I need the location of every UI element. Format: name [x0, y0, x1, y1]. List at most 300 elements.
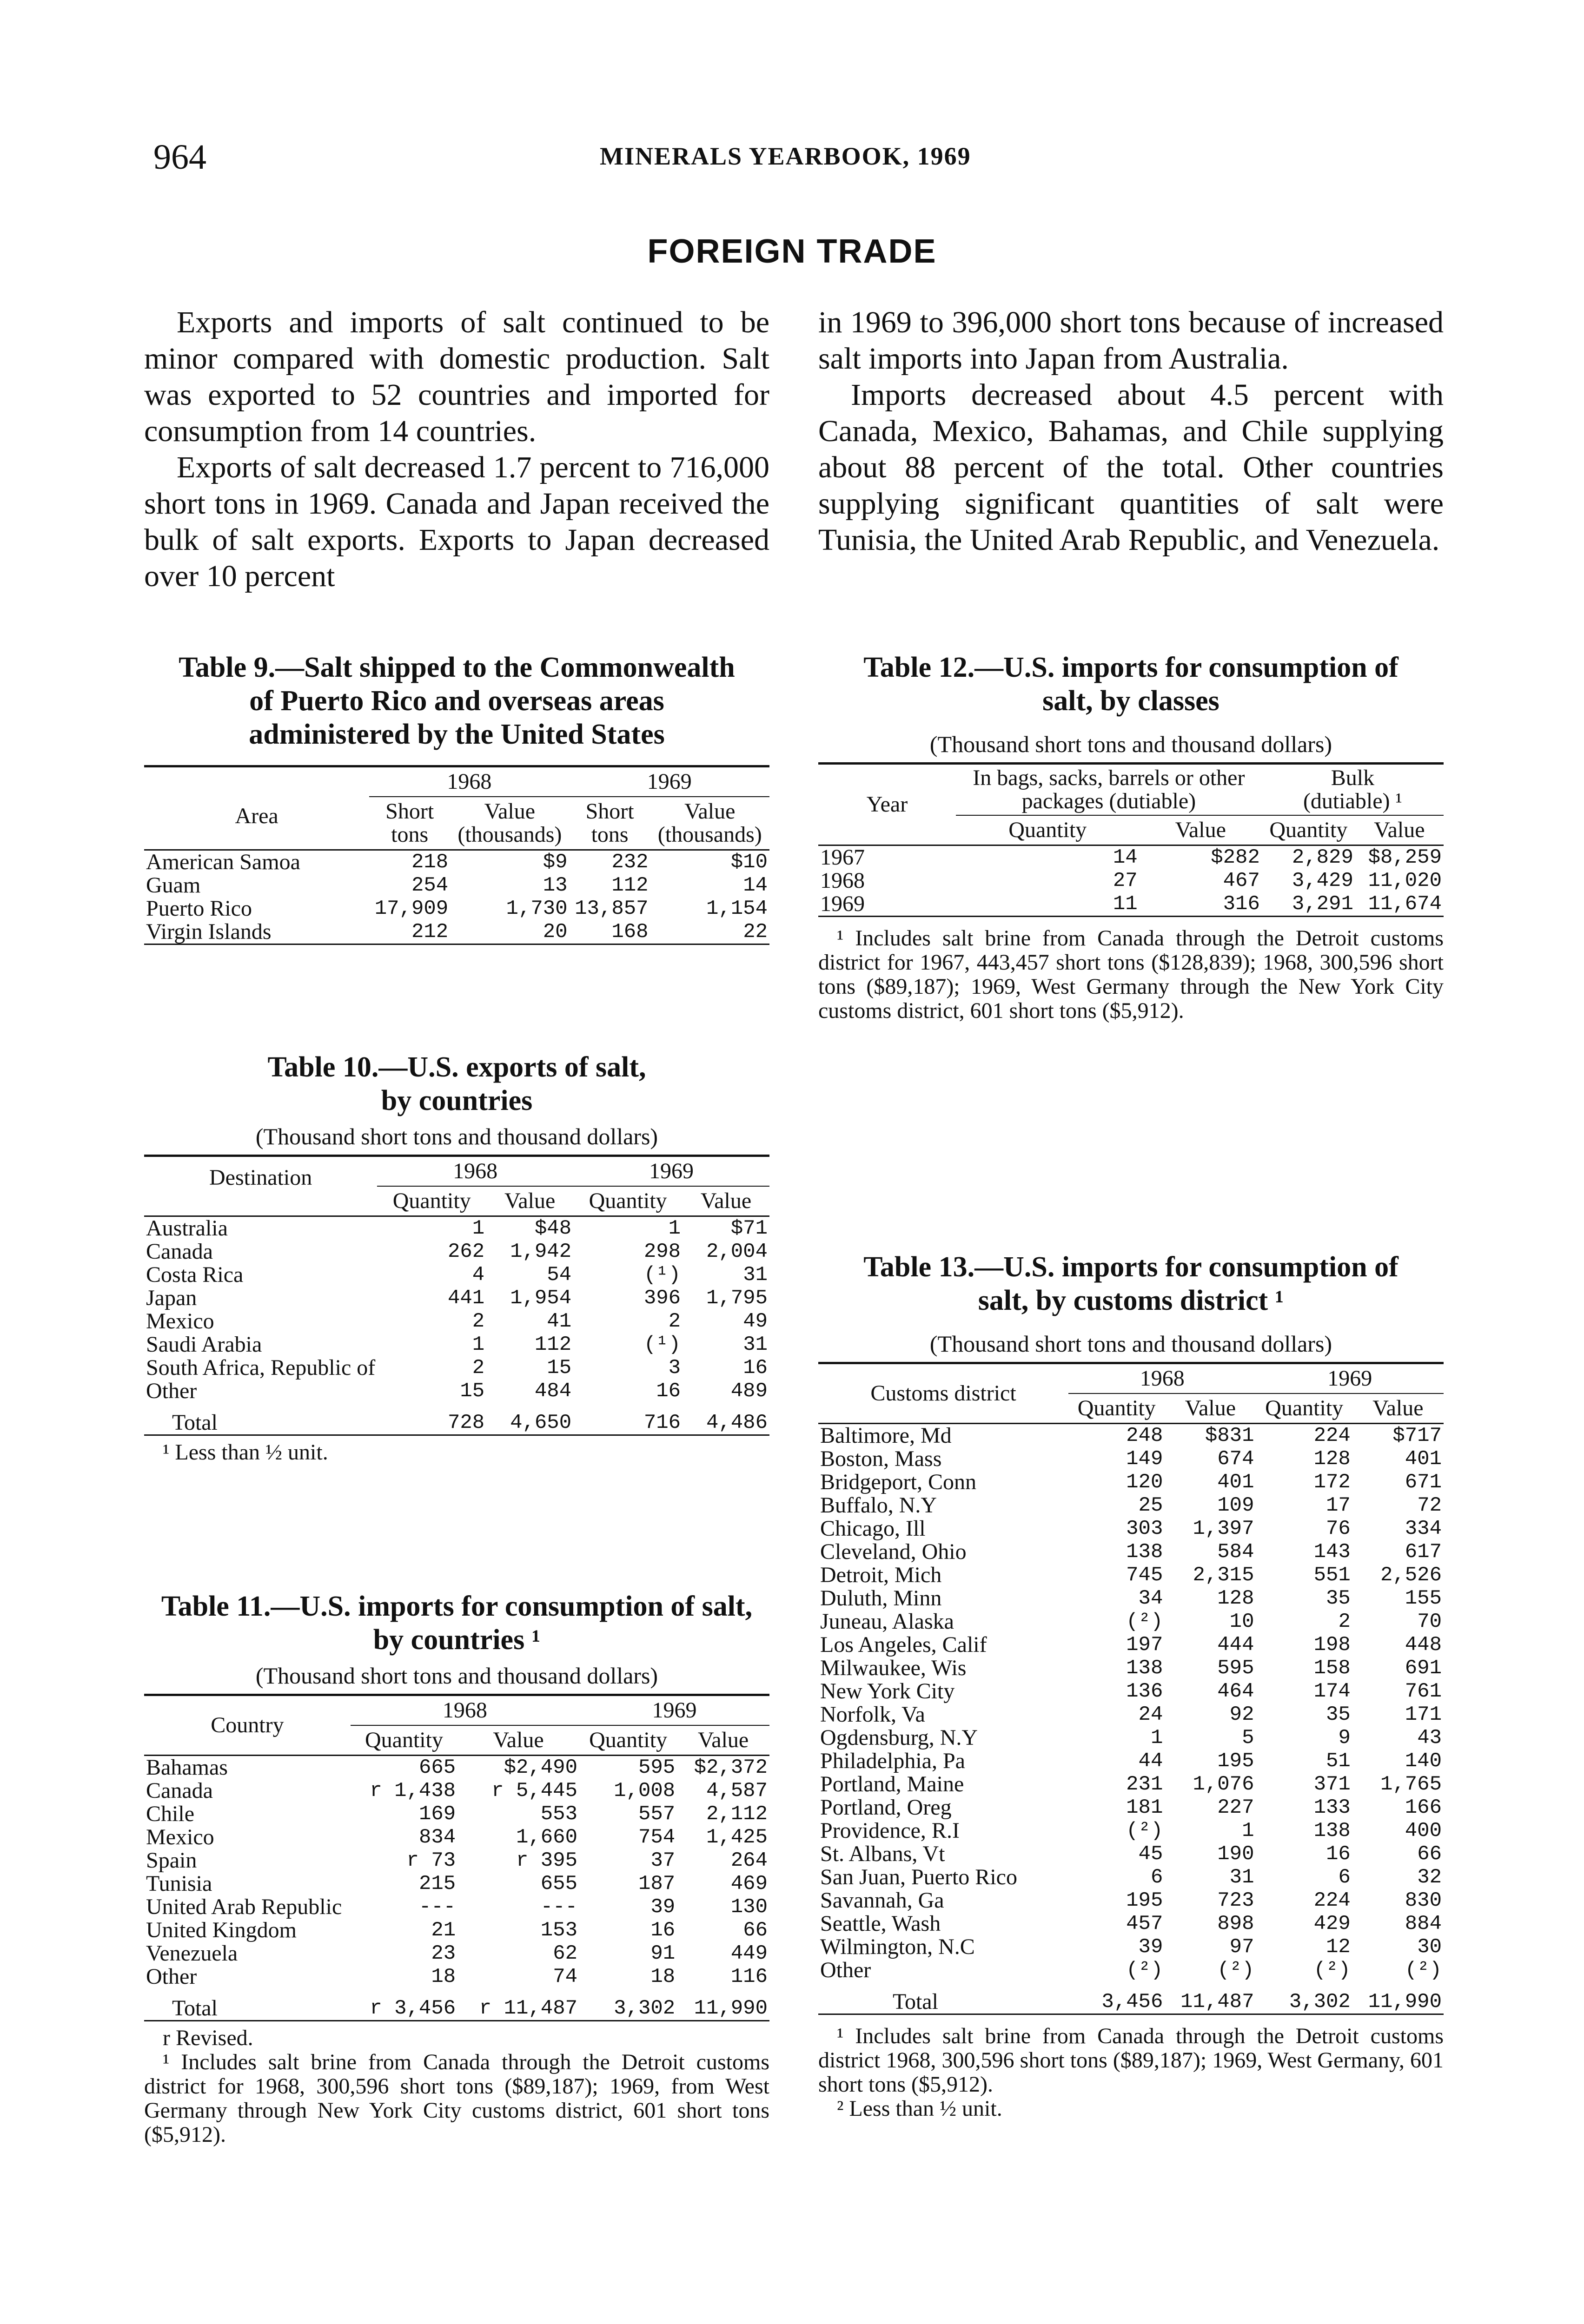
- table-row: [144, 1895, 769, 1919]
- table-row: [144, 897, 769, 920]
- cell-name: Canada: [146, 1239, 213, 1264]
- cell-q69: 2: [668, 1310, 681, 1333]
- col-country: Country: [211, 1713, 284, 1737]
- cell-name: New York City: [820, 1679, 955, 1703]
- cell-name: Bridgeport, Conn: [820, 1470, 976, 1494]
- cell-v69: 16: [743, 1356, 768, 1380]
- cell-q69: 35: [1326, 1703, 1351, 1726]
- cell-q68: 136: [1126, 1680, 1163, 1703]
- col-bags: In bags, sacks, barrels or other packages (dutiable): [956, 764, 1262, 816]
- cell-q68: (²): [1126, 1610, 1163, 1633]
- cell-q69: 16: [650, 1919, 676, 1942]
- cell-q68: 44: [1138, 1750, 1163, 1773]
- table-row: [818, 845, 1444, 870]
- cell-v69: 1,425: [706, 1826, 768, 1849]
- table-row: [818, 1819, 1444, 1842]
- cell-v68: 62: [553, 1942, 577, 1965]
- cell-v68: 15: [547, 1356, 572, 1380]
- cell-v69: 4,587: [706, 1779, 768, 1802]
- table-row-total: Total 728 4,650 716 4,486: [172, 1410, 768, 1435]
- cell-q68: 303: [1126, 1517, 1163, 1540]
- cell-name: Portland, Oreg: [820, 1795, 952, 1820]
- cell-name: Detroit, Mich: [820, 1563, 942, 1587]
- cell-v68: 464: [1217, 1680, 1254, 1703]
- cell-v68: 20: [543, 920, 568, 944]
- cell-q69: 39: [650, 1895, 676, 1919]
- cell-name: Baltimore, Md: [820, 1423, 952, 1448]
- cell-q68: 169: [418, 1802, 456, 1826]
- table-9-grid: [144, 765, 769, 944]
- cell-q68: r 73: [406, 1849, 456, 1872]
- cell-name: Buffalo, N.Y: [820, 1493, 937, 1518]
- cell-v69: 469: [730, 1872, 768, 1895]
- cell-v68: r 5,445: [491, 1779, 577, 1802]
- table-row: [144, 850, 769, 874]
- cell-v68: 401: [1217, 1471, 1254, 1494]
- paragraph-4: Imports decreased about 4.5 percent with Canada, Mexico, Bahamas, and Chile supplying about 88 percent of the total. Other countries supplying significant quantities of salt were Tunisia, the United Arab Republic, and Venezuela.: [818, 378, 1444, 557]
- cell-q69: 595: [638, 1756, 676, 1779]
- cell-q69: 51: [1326, 1750, 1351, 1773]
- cell-name: Ogdensburg, N.Y: [820, 1725, 978, 1750]
- cell-name: Mexico: [146, 1309, 214, 1334]
- table-row: [144, 1965, 769, 1988]
- cell-q69: 12: [1326, 1935, 1351, 1959]
- cell-name: Juneau, Alaska: [820, 1609, 954, 1634]
- right-intro: [818, 304, 1444, 558]
- table-row: [144, 874, 769, 897]
- cell-q68: 149: [1126, 1447, 1163, 1471]
- cell-q69: 76: [1326, 1517, 1351, 1540]
- cell-s68: 254: [411, 874, 449, 897]
- cell-name: San Juan, Puerto Rico: [820, 1865, 1017, 1889]
- cell-v68: 595: [1217, 1657, 1254, 1680]
- left-intro: [144, 304, 769, 594]
- cell-v68: 584: [1217, 1540, 1254, 1564]
- cell-v69: 166: [1405, 1796, 1442, 1819]
- cell-q69: (²): [1313, 1959, 1351, 1982]
- cell-name: Los Angeles, Calif: [820, 1632, 987, 1657]
- cell-name: Other: [820, 1958, 871, 1982]
- cell-v69: 448: [1405, 1633, 1442, 1657]
- cell-q68: 138: [1126, 1657, 1163, 1680]
- col-value: Value: [1175, 818, 1226, 842]
- table-13-subtitle: (Thousand short tons and thousand dollars): [929, 1331, 1332, 1357]
- table-row: [144, 1287, 769, 1310]
- cell-q69: 1,008: [614, 1779, 676, 1802]
- cell-kq: 3,291: [1292, 892, 1353, 916]
- cell-v69: 116: [730, 1965, 768, 1988]
- cell-v68: 723: [1217, 1889, 1254, 1912]
- table-row: [818, 1703, 1444, 1726]
- cell-name: Saudi Arabia: [146, 1332, 262, 1357]
- cell-name: Spain: [146, 1848, 197, 1873]
- cell-name: Venezuela: [146, 1941, 238, 1966]
- cell-kq: 2,829: [1292, 846, 1353, 869]
- table-row: [818, 1540, 1444, 1564]
- table-row: [818, 1726, 1444, 1750]
- cell-year: 1969: [820, 891, 865, 916]
- table-row: [818, 1564, 1444, 1587]
- col-1969: 1969: [579, 1695, 769, 1726]
- cell-q68: 18: [431, 1965, 456, 1988]
- cell-q69: 37: [650, 1849, 676, 1872]
- cell-q69: 6: [1338, 1866, 1351, 1889]
- cell-name: Wilmington, N.C: [820, 1934, 975, 1959]
- running-title: MINERALS YEARBOOK, 1969: [600, 142, 971, 170]
- section-title: FOREIGN TRADE: [647, 233, 937, 270]
- col-value: Value (thousands): [457, 799, 562, 847]
- cell-q69: 396: [643, 1287, 681, 1310]
- cell-name: Boston, Mass: [820, 1446, 942, 1471]
- cell-q69: 198: [1313, 1633, 1351, 1657]
- cell-q68: 1: [1150, 1726, 1163, 1750]
- cell-name: South Africa, Republic of: [146, 1355, 376, 1380]
- table-11-caption: Table 11.—U.S. imports for consumption of salt, by countries ¹: [161, 1591, 753, 1656]
- table-12-body: [818, 845, 1444, 916]
- col-value: Value: [1372, 1396, 1424, 1420]
- table-row: [818, 869, 1444, 892]
- cell-v68: 484: [534, 1380, 572, 1403]
- table-row: [818, 1657, 1444, 1680]
- cell-q69: 1: [668, 1217, 681, 1240]
- cell-v69: 66: [1417, 1842, 1442, 1866]
- cell-q68: ---: [418, 1895, 456, 1919]
- cell-v69: 32: [1417, 1866, 1442, 1889]
- col-short-tons: Short tons: [385, 799, 434, 847]
- cell-q68: (²): [1126, 1819, 1163, 1842]
- cell-q68: 4: [472, 1263, 485, 1287]
- cell-kv: 11,020: [1368, 869, 1442, 892]
- cell-q68: 34: [1138, 1587, 1163, 1610]
- cell-v68: (²): [1217, 1959, 1254, 1982]
- table-12-footnote: ¹ Includes salt brine from Canada through the Detroit customs district for 1967, 443,457 short tons ($128,839); 1968, 300,596 short tons ($89,187); 1969, West Germany through the New York City customs district, 601 short tons ($5,912).: [818, 926, 1444, 1023]
- table-row-total: Total 3,456 11,487 3,302 11,990: [893, 1989, 1442, 2014]
- cell-v69: 489: [730, 1380, 768, 1403]
- cell-name: Norfolk, Va: [820, 1702, 925, 1727]
- col-1969: 1969: [1256, 1363, 1444, 1394]
- cell-bv: 316: [1223, 892, 1260, 916]
- table-11: [144, 1590, 769, 2147]
- cell-v69: 617: [1405, 1540, 1442, 1564]
- col-quantity: Quantity: [365, 1728, 443, 1752]
- table-13-body: [818, 1424, 1444, 1982]
- cell-v69: $10: [730, 851, 768, 874]
- cell-kq: 3,429: [1292, 869, 1353, 892]
- cell-name: Tunisia: [146, 1871, 212, 1896]
- cell-v68: 1: [1242, 1819, 1254, 1842]
- cell-q69: 187: [638, 1872, 676, 1895]
- cell-q68: 1: [472, 1217, 485, 1240]
- cell-v69: 1,765: [1380, 1773, 1442, 1796]
- cell-q68: 21: [431, 1919, 456, 1942]
- table-row: [144, 1779, 769, 1802]
- table-row: [144, 1849, 769, 1872]
- col-value: Value: [697, 1728, 749, 1752]
- table-12-grid: [818, 762, 1444, 916]
- cell-kv: $8,259: [1368, 846, 1442, 869]
- cell-name: Duluth, Minn: [820, 1586, 942, 1611]
- cell-name: Cleveland, Ohio: [820, 1539, 967, 1564]
- table-row: [818, 892, 1444, 916]
- table-row: [818, 1633, 1444, 1657]
- cell-name: Other: [146, 1379, 197, 1403]
- col-value: Value: [1374, 818, 1425, 842]
- cell-v68: r 395: [516, 1849, 577, 1872]
- cell-v69: 31: [743, 1263, 768, 1287]
- cell-v69: 14: [743, 874, 768, 897]
- cell-q68: 745: [1126, 1564, 1163, 1587]
- cell-s69: 112: [611, 874, 649, 897]
- cell-name: Chile: [146, 1802, 194, 1826]
- cell-name: Other: [146, 1964, 197, 1989]
- cell-q69: (¹): [643, 1263, 681, 1287]
- cell-v69: 2,112: [706, 1802, 768, 1826]
- cell-s68: 212: [411, 920, 449, 944]
- cell-q69: 371: [1313, 1773, 1351, 1796]
- cell-q69: 754: [638, 1826, 676, 1849]
- cell-s68: 218: [411, 851, 449, 874]
- cell-q68: 120: [1126, 1471, 1163, 1494]
- table-12-caption: Table 12.—U.S. imports for consumption of salt, by classes: [863, 652, 1398, 717]
- cell-v69: 155: [1405, 1587, 1442, 1610]
- cell-s69: 13,857: [575, 897, 649, 920]
- page-number: 964: [153, 138, 206, 177]
- col-value: Value (thousands): [657, 799, 762, 847]
- cell-q68: 24: [1138, 1703, 1163, 1726]
- cell-v69: 1,154: [706, 897, 768, 920]
- cell-q68: 215: [418, 1872, 456, 1895]
- table-row: [144, 1263, 769, 1287]
- table-row: [818, 1750, 1444, 1773]
- table-9-body: [144, 850, 769, 944]
- table-row: [144, 1356, 769, 1380]
- table-row: [818, 1959, 1444, 1982]
- cell-v68: 153: [540, 1919, 577, 1942]
- table-row: [818, 1471, 1444, 1494]
- cell-bq: 11: [1113, 892, 1138, 916]
- cell-v69: 761: [1405, 1680, 1442, 1703]
- col-quantity: Quantity: [1265, 1396, 1344, 1420]
- cell-name: Japan: [146, 1286, 197, 1310]
- cell-v69: $71: [730, 1217, 768, 1240]
- cell-v68: 1,954: [510, 1287, 572, 1310]
- cell-v68: 54: [547, 1263, 572, 1287]
- cell-name: Portland, Maine: [820, 1772, 964, 1796]
- col-quantity: Quantity: [392, 1188, 471, 1213]
- table-10: [144, 1050, 769, 1465]
- table-row: [818, 1889, 1444, 1912]
- cell-v68: 1,076: [1193, 1773, 1254, 1796]
- cell-v68: 898: [1217, 1912, 1254, 1935]
- cell-area: American Samoa: [146, 850, 300, 874]
- cell-v68: 41: [547, 1310, 572, 1333]
- cell-q68: 138: [1126, 1540, 1163, 1564]
- table-row: [144, 920, 769, 944]
- col-value: Value: [493, 1728, 544, 1752]
- cell-q68: r 1,438: [370, 1779, 456, 1802]
- cell-bq: 27: [1113, 869, 1138, 892]
- cell-q68: 25: [1138, 1494, 1163, 1517]
- cell-q69: 35: [1326, 1587, 1351, 1610]
- cell-v69: 264: [730, 1849, 768, 1872]
- cell-q69: 2: [1338, 1610, 1351, 1633]
- table-13-caption: Table 13.—U.S. imports for consumption of salt, by customs district ¹: [863, 1251, 1398, 1316]
- cell-v69: 830: [1405, 1889, 1442, 1912]
- col-short-tons: Short tons: [585, 799, 634, 847]
- cell-q69: 133: [1313, 1796, 1351, 1819]
- table-13-footnote-1: ¹ Includes salt brine from Canada through the Detroit customs district 1968, 300,596 short tons ($89,187); 1969, West Germany, 601 short tons ($5,912).: [818, 2024, 1444, 2097]
- col-value: Value: [1185, 1396, 1236, 1420]
- cell-v69: 2,526: [1380, 1564, 1442, 1587]
- cell-name: Seattle, Wash: [820, 1911, 941, 1936]
- cell-q69: 91: [650, 1942, 676, 1965]
- table-11-grid: [144, 1694, 769, 2020]
- cell-name: Australia: [146, 1216, 228, 1241]
- cell-q69: 16: [656, 1380, 681, 1403]
- table-10-caption: Table 10.—U.S. exports of salt, by countries: [267, 1051, 646, 1116]
- cell-q68: 2: [472, 1356, 485, 1380]
- cell-bv: 467: [1223, 869, 1260, 892]
- table-10-grid: [144, 1155, 769, 1434]
- table-row: [818, 1842, 1444, 1866]
- cell-q69: (¹): [643, 1333, 681, 1356]
- cell-v68: 128: [1217, 1587, 1254, 1610]
- cell-v68: 1,942: [510, 1240, 572, 1263]
- cell-name: Chicago, Ill: [820, 1516, 926, 1541]
- cell-name: Providence, R.I: [820, 1818, 960, 1843]
- col-value: Value: [700, 1188, 752, 1213]
- cell-s69: 232: [611, 851, 649, 874]
- cell-name: Mexico: [146, 1825, 214, 1849]
- cell-s68: 17,909: [374, 897, 449, 920]
- cell-v69: 66: [743, 1919, 768, 1942]
- cell-v68: $9: [543, 851, 568, 874]
- cell-q69: 557: [638, 1802, 676, 1826]
- cell-v69: 334: [1405, 1517, 1442, 1540]
- cell-year: 1967: [820, 845, 865, 870]
- table-row-total: Total r 3,456 r 11,487 3,302 11,990: [172, 1996, 768, 2020]
- cell-name: Milwaukee, Wis: [820, 1656, 967, 1680]
- table-9-caption: Table 9.—Salt shipped to the Commonwealth of Puerto Rico and overseas areas administered by the United States: [179, 652, 735, 750]
- cell-q69: 138: [1313, 1819, 1351, 1842]
- cell-q69: 429: [1313, 1912, 1351, 1935]
- table-row: [818, 1610, 1444, 1633]
- cell-q68: 2: [472, 1310, 485, 1333]
- cell-v69: 30: [1417, 1935, 1442, 1959]
- cell-v68: 13: [543, 874, 568, 897]
- paragraph-1: Exports and imports of salt continued to be minor compared with domestic production. Salt was exported to 52 countries and imported for consumption from 14 countries.: [144, 305, 769, 448]
- cell-v68: 97: [1229, 1935, 1254, 1959]
- col-destination: Destination: [209, 1165, 312, 1190]
- col-1969: 1969: [573, 1156, 769, 1187]
- cell-name: St. Albans, Vt: [820, 1842, 945, 1866]
- paragraph-3: in 1969 to 396,000 short tons because of increased salt imports into Japan from Australia.: [818, 305, 1444, 376]
- cell-q68: 665: [418, 1756, 456, 1779]
- cell-q68: 834: [418, 1826, 456, 1849]
- cell-bq: 14: [1113, 846, 1138, 869]
- table-row: [818, 1912, 1444, 1935]
- cell-q68: 39: [1138, 1935, 1163, 1959]
- col-1969: 1969: [570, 766, 769, 797]
- table-row: [818, 1866, 1444, 1889]
- cell-name: Savannah, Ga: [820, 1888, 944, 1913]
- cell-v68: 1,730: [506, 897, 568, 920]
- table-row: [144, 1826, 769, 1849]
- cell-q68: 457: [1126, 1912, 1163, 1935]
- table-row: [818, 1796, 1444, 1819]
- cell-v69: 171: [1405, 1703, 1442, 1726]
- cell-q68: 231: [1126, 1773, 1163, 1796]
- cell-v68: 444: [1217, 1633, 1254, 1657]
- cell-v69: 43: [1417, 1726, 1442, 1750]
- cell-v68: 5: [1242, 1726, 1254, 1750]
- cell-name: United Arab Republic: [146, 1895, 342, 1919]
- cell-q68: 181: [1126, 1796, 1163, 1819]
- table-row: [818, 1517, 1444, 1540]
- cell-q68: 197: [1126, 1633, 1163, 1657]
- cell-name: Bahamas: [146, 1755, 228, 1780]
- cell-q68: 195: [1126, 1889, 1163, 1912]
- table-row: [818, 1935, 1444, 1959]
- cell-v68: 227: [1217, 1796, 1254, 1819]
- table-13-footnote-2: ² Less than ½ unit.: [837, 2096, 1002, 2121]
- paragraph-2: Exports of salt decreased 1.7 percent to 716,000 short tons in 1969. Canada and Japan received the bulk of salt exports. Exports to Japan decreased over 10 percent: [144, 450, 769, 593]
- table-row: [144, 1942, 769, 1965]
- table-11-footnote-revised: r Revised.: [163, 2026, 253, 2050]
- table-10-footnote: ¹ Less than ½ unit.: [163, 1440, 328, 1465]
- table-row: [144, 1756, 769, 1780]
- col-area: Area: [235, 804, 278, 828]
- cell-area: Virgin Islands: [146, 919, 272, 944]
- cell-v68: ---: [540, 1895, 577, 1919]
- cell-v68: 1,660: [516, 1826, 577, 1849]
- cell-q69: 17: [1326, 1494, 1351, 1517]
- table-11-footnote-1: ¹ Includes salt brine from Canada through the Detroit customs district for 1968, 300,596 short tons ($89,187); 1969, from West Germany through New York City customs district, 601 short tons ($5,912).: [144, 2050, 769, 2147]
- cell-v69: (²): [1405, 1959, 1442, 1982]
- cell-s69: 168: [611, 920, 649, 944]
- cell-v69: 70: [1417, 1610, 1442, 1633]
- cell-q69: 174: [1313, 1680, 1351, 1703]
- cell-v69: 400: [1405, 1819, 1442, 1842]
- cell-v68: 109: [1217, 1494, 1254, 1517]
- table-row: [144, 1240, 769, 1263]
- col-1968: 1968: [369, 766, 569, 797]
- cell-area: Guam: [146, 873, 201, 898]
- cell-q68: 1: [472, 1333, 485, 1356]
- col-quantity: Quantity: [1269, 818, 1348, 842]
- cell-name: United Kingdom: [146, 1918, 297, 1942]
- cell-v68: $2,490: [504, 1756, 577, 1779]
- table-row: [144, 1802, 769, 1826]
- col-customs-district: Customs district: [870, 1381, 1016, 1406]
- col-bulk: Bulk (dutiable) ¹: [1262, 764, 1444, 816]
- cell-v69: 49: [743, 1310, 768, 1333]
- col-1968: 1968: [1068, 1363, 1256, 1394]
- table-row: [818, 1680, 1444, 1703]
- cell-v68: 112: [534, 1333, 572, 1356]
- cell-v69: 449: [730, 1942, 768, 1965]
- cell-q68: 23: [431, 1942, 456, 1965]
- cell-v69: 671: [1405, 1471, 1442, 1494]
- col-quantity: Quantity: [1008, 818, 1087, 842]
- cell-q69: 9: [1338, 1726, 1351, 1750]
- cell-v68: $48: [534, 1217, 572, 1240]
- cell-v69: 22: [743, 920, 768, 944]
- cell-q68: 262: [447, 1240, 485, 1263]
- cell-q69: 158: [1313, 1657, 1351, 1680]
- cell-v69: 31: [743, 1333, 768, 1356]
- cell-q69: 298: [643, 1240, 681, 1263]
